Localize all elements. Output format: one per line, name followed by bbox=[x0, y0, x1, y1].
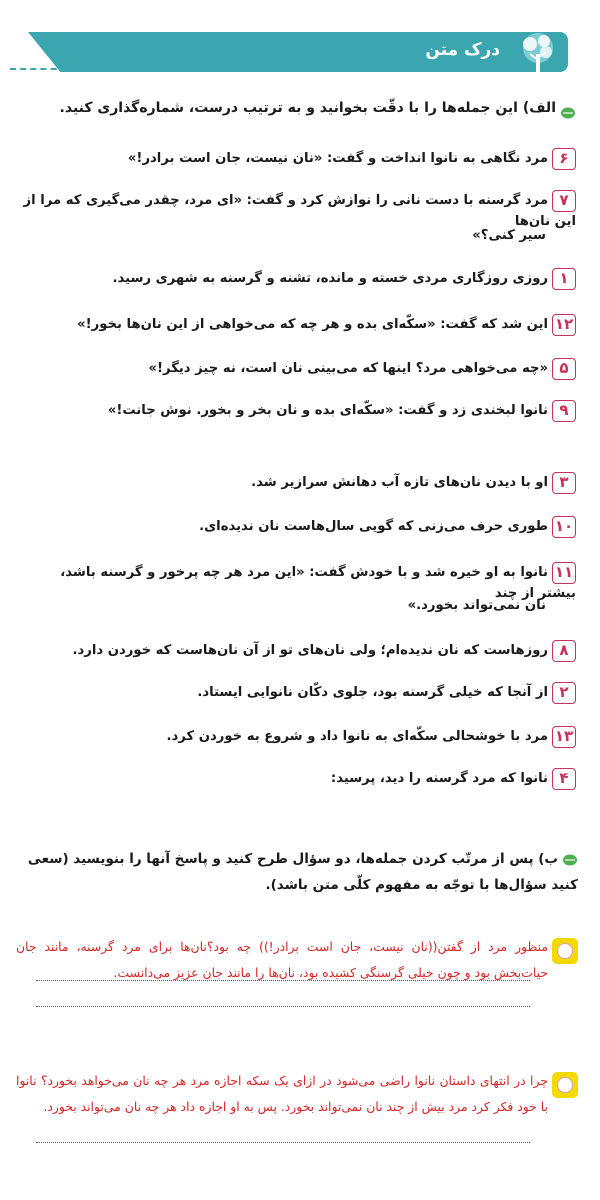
item-text: نانوا به او خیره شد و با خودش گفت: «این مرد هر چه پرخور و گرسنه باشد، بیشتر از چند bbox=[60, 565, 576, 601]
order-number[interactable]: ۳ bbox=[552, 472, 576, 494]
item-text: نانوا لبخندی زد و گفت: «سکّه‌ای بده و نان بخر و بخور. نوش جانت!» bbox=[107, 403, 548, 418]
list-item bbox=[22, 358, 576, 380]
order-number[interactable]: ۵ bbox=[552, 358, 576, 380]
writing-line bbox=[36, 980, 530, 981]
order-number[interactable]: ۹ bbox=[552, 400, 576, 422]
leaf-icon bbox=[560, 106, 576, 120]
part-b-label: ب) bbox=[538, 851, 558, 867]
item-text: از آنجا که خیلی گرسنه بود، جلوی دکّان نانوایی ایستاد. bbox=[197, 685, 548, 700]
list-item bbox=[22, 314, 576, 336]
answer-marker-icon bbox=[552, 938, 578, 964]
list-item bbox=[22, 400, 576, 422]
list-item bbox=[22, 640, 576, 662]
answer-text[interactable]: چرا در انتهای داستان نانوا راضی می‌شود در ازای یک سکه اجازه مرد هر چه نان می‌خواهد بخورد؟ نانوا با خود فکر کرد مرد بیش از چند نان نمی‌تواند بخورد. پس به او اجازه داد هر چه نان می‌تواند بخورد. bbox=[16, 1073, 548, 1114]
item-text: روزی روزگاری مردی خسته و مانده، تشنه و گرسنه به شهری رسید. bbox=[112, 271, 548, 286]
order-number[interactable]: ۷ bbox=[552, 190, 576, 212]
tree-icon bbox=[516, 30, 560, 74]
list-item bbox=[22, 682, 576, 704]
order-number[interactable]: ۶ bbox=[552, 148, 576, 170]
item-text: مرد نگاهی به نانوا انداخت و گفت: «نان نیست، جان است برادر!» bbox=[127, 151, 548, 166]
list-item-continuation: نان نمی‌تواند بخورد.» bbox=[407, 598, 546, 613]
item-text: مرد گرسنه با دست نانی را نوازش کرد و گفت: «ای مرد، چقدر می‌گیری که مرا از این نان‌ها bbox=[23, 193, 576, 229]
item-text: او با دیدن نان‌های تازه آب دهانش سرازیر شد. bbox=[251, 475, 548, 490]
part-b-instruction: پس از مرتّب کردن جمله‌ها، دو سؤال طرح کنید و پاسخ آنها را بنویسید (سعی کنید سؤال‌ها با توجّه به مفهوم کلّی متن باشد). bbox=[27, 851, 578, 893]
writing-line bbox=[36, 1142, 530, 1143]
part-a-heading bbox=[60, 100, 556, 116]
item-text: «چه می‌خواهی مرد؟ اینها که می‌بینی نان است، نه چیز دیگر!» bbox=[148, 361, 548, 376]
order-number[interactable]: ۱۳ bbox=[552, 726, 576, 748]
list-item bbox=[22, 726, 576, 748]
order-number[interactable]: ۲ bbox=[552, 682, 576, 704]
list-item bbox=[22, 516, 576, 538]
list-item bbox=[22, 768, 576, 790]
order-number[interactable]: ۴ bbox=[552, 768, 576, 790]
item-text: این شد که گفت: «سکّه‌ای بده و هر چه که می‌خواهی از این نان‌ها بخور!» bbox=[77, 317, 548, 332]
part-b-heading bbox=[20, 846, 578, 898]
list-item-continuation: سیر کنی؟» bbox=[472, 228, 546, 243]
part-a-label: الف) bbox=[522, 100, 556, 116]
item-text: مرد با خوشحالی سکّه‌ای به نانوا داد و شروع به خوردن کرد. bbox=[166, 729, 548, 744]
part-a-instruction: این جمله‌ها را با دقّت بخوانید و به ترتیب درست، شماره‌گذاری کنید. bbox=[59, 100, 518, 116]
header-dashed-line bbox=[10, 68, 260, 70]
item-text: روزهاست که نان ندیده‌ام؛ ولی نان‌های تو از آن نان‌هاست که خوردن دارد. bbox=[72, 643, 548, 658]
order-number[interactable]: ۱۱ bbox=[552, 562, 576, 584]
order-number[interactable]: ۱۲ bbox=[552, 314, 576, 336]
list-item bbox=[22, 472, 576, 494]
order-number[interactable]: ۱۰ bbox=[552, 516, 576, 538]
answer-marker-icon bbox=[552, 1072, 578, 1098]
list-item bbox=[22, 148, 576, 170]
item-text: طوری حرف می‌زنی که گویی سال‌هاست نان ندیده‌ای. bbox=[199, 519, 548, 534]
writing-line bbox=[36, 1006, 530, 1007]
answer-text[interactable]: منظور مرد از گفتن((نان نیست، جان است برادر!)) چه بود؟نان‌ها برای مرد گرسنه، مانند جان حیات‌بخش بود و چون خیلی گرسنگی کشیده بود، نان‌ها را مانند جان عزیز می‌دانست. bbox=[16, 939, 548, 980]
list-item bbox=[22, 268, 576, 290]
order-number[interactable]: ۸ bbox=[552, 640, 576, 662]
order-number[interactable]: ۱ bbox=[552, 268, 576, 290]
section-title: درک متن bbox=[425, 40, 500, 60]
item-text: نانوا که مرد گرسنه را دید، پرسید: bbox=[330, 771, 548, 786]
